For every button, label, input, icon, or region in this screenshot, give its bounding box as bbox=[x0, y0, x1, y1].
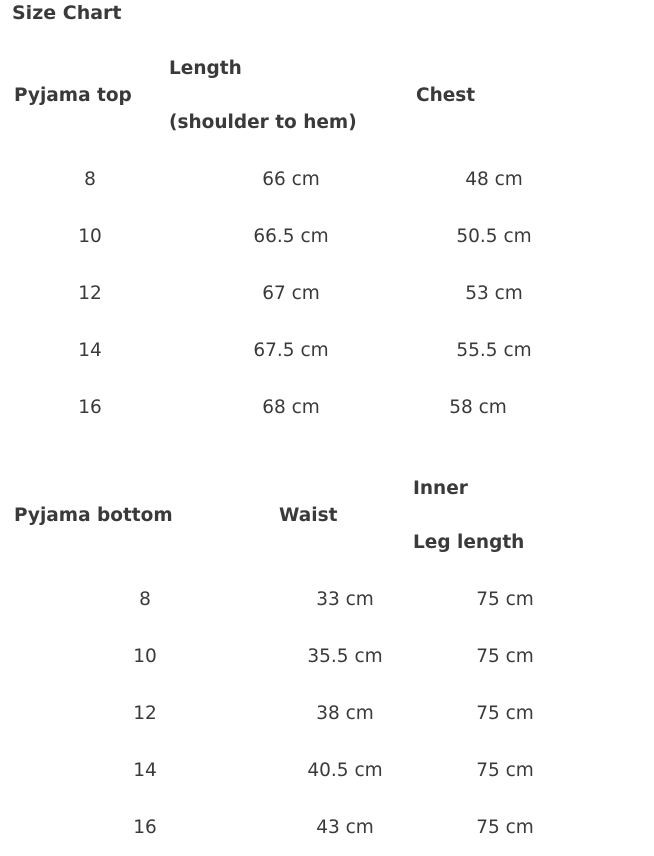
inner-leg-cell: 75 cm bbox=[476, 817, 534, 838]
table-row bbox=[0, 646, 654, 670]
waist-cell: 43 cm bbox=[316, 817, 374, 838]
inner-leg-cell: 75 cm bbox=[476, 760, 534, 781]
waist-cell: 35.5 cm bbox=[307, 646, 383, 667]
length-cell: 66.5 cm bbox=[253, 226, 329, 247]
inner-leg-column-subheader: Leg length bbox=[413, 532, 525, 553]
table-row bbox=[0, 226, 654, 250]
waist-cell: 40.5 cm bbox=[307, 760, 383, 781]
length-cell: 66 cm bbox=[262, 169, 320, 190]
inner-leg-column-header: Inner bbox=[413, 478, 468, 499]
size-cell: 12 bbox=[133, 703, 157, 724]
chest-cell: 55.5 cm bbox=[456, 340, 532, 361]
table-row bbox=[0, 169, 654, 193]
pyjama-top-heading: Pyjama top bbox=[14, 85, 132, 106]
length-cell: 67 cm bbox=[262, 283, 320, 304]
table-row bbox=[0, 817, 654, 841]
size-cell: 8 bbox=[84, 169, 96, 190]
table-row bbox=[0, 340, 654, 364]
table-row bbox=[0, 283, 654, 307]
length-column-header: Length bbox=[169, 58, 242, 79]
chest-cell: 58 cm bbox=[449, 397, 507, 418]
chest-cell: 53 cm bbox=[465, 283, 523, 304]
table-row bbox=[0, 703, 654, 727]
size-cell: 10 bbox=[133, 646, 157, 667]
size-cell: 14 bbox=[133, 760, 157, 781]
inner-leg-cell: 75 cm bbox=[476, 589, 534, 610]
page-title: Size Chart bbox=[12, 2, 122, 24]
table-row bbox=[0, 397, 654, 421]
chest-column-header: Chest bbox=[416, 85, 476, 106]
inner-leg-cell: 75 cm bbox=[476, 703, 534, 724]
waist-cell: 33 cm bbox=[316, 589, 374, 610]
size-cell: 16 bbox=[133, 817, 157, 838]
length-column-subheader: (shoulder to hem) bbox=[169, 112, 357, 133]
size-cell: 14 bbox=[78, 340, 102, 361]
size-cell: 10 bbox=[78, 226, 102, 247]
size-cell: 16 bbox=[78, 397, 102, 418]
size-cell: 8 bbox=[139, 589, 151, 610]
table-row bbox=[0, 589, 654, 613]
length-cell: 68 cm bbox=[262, 397, 320, 418]
length-cell: 67.5 cm bbox=[253, 340, 329, 361]
waist-column-header: Waist bbox=[279, 505, 338, 526]
table-row bbox=[0, 760, 654, 784]
size-cell: 12 bbox=[78, 283, 102, 304]
waist-cell: 38 cm bbox=[316, 703, 374, 724]
pyjama-bottom-heading: Pyjama bottom bbox=[14, 505, 173, 526]
inner-leg-cell: 75 cm bbox=[476, 646, 534, 667]
chest-cell: 50.5 cm bbox=[456, 226, 532, 247]
chest-cell: 48 cm bbox=[465, 169, 523, 190]
